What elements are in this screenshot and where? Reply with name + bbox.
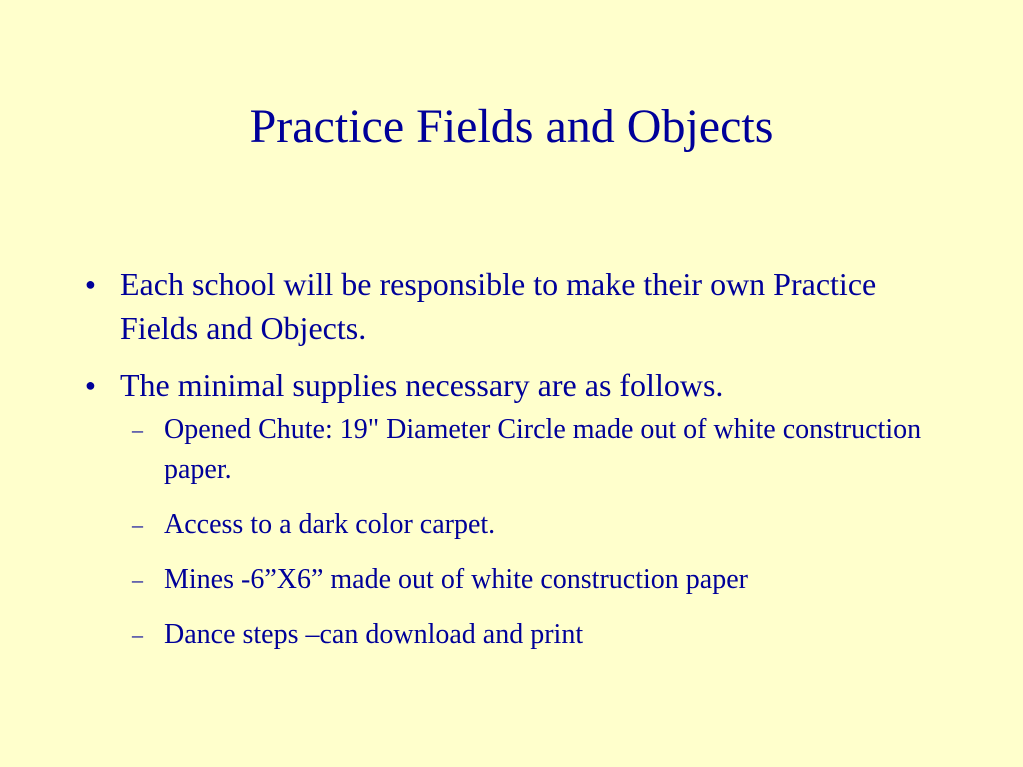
sub-bullet-item <box>120 560 945 600</box>
dash-icon: – <box>132 622 143 647</box>
bullet-dot-icon: ● <box>85 375 96 395</box>
sub-bullet-text: Access to a dark color carpet. <box>164 509 496 540</box>
sub-bullet-text: Mines -6”X6” made out of white construction paper <box>164 564 748 595</box>
bullet-item <box>85 363 945 655</box>
bullet-text: The minimal supplies necessary are as follows. <box>120 367 724 403</box>
bullet-item <box>85 262 945 350</box>
sub-bullet-text: Dance steps –can download and print <box>164 619 584 650</box>
sub-bullet-item <box>120 410 945 490</box>
bullet-dot-icon: ● <box>85 274 96 294</box>
sub-bullet-item <box>120 615 945 655</box>
dash-icon: – <box>132 567 143 592</box>
sub-bullet-text: Opened Chute: 19" Diameter Circle made out of white construction paper. <box>164 414 922 485</box>
sub-bullet-item <box>120 505 945 545</box>
dash-icon: – <box>132 512 143 537</box>
slide-title: Practice Fields and Objects <box>249 100 774 153</box>
bullet-text: Each school will be responsible to make their own Practice Fields and Objects. <box>120 266 877 346</box>
bullet-list <box>85 262 945 670</box>
dash-icon: – <box>132 417 143 442</box>
sub-bullet-list <box>120 410 945 655</box>
